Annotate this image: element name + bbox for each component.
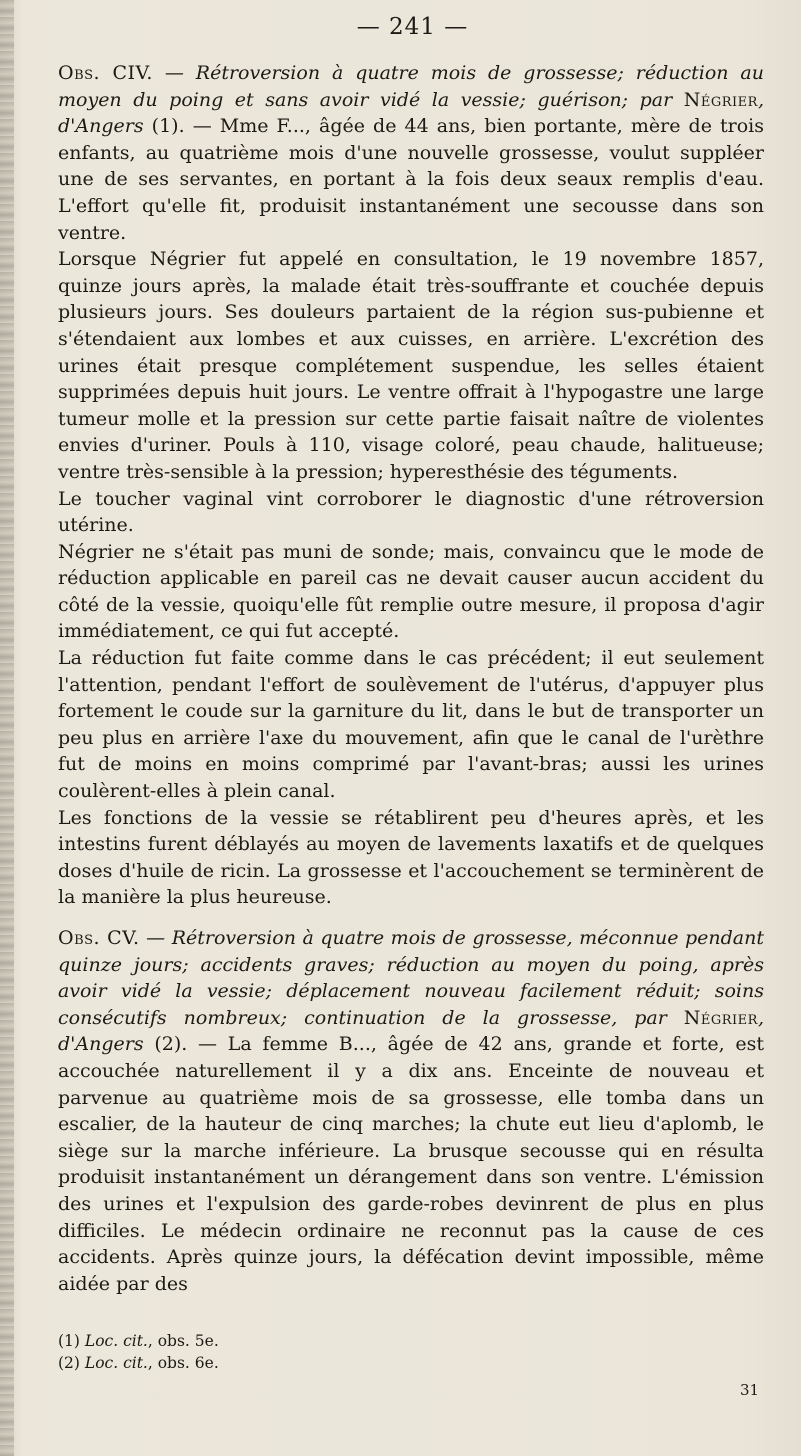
footnote-number: (2): [58, 1354, 80, 1372]
signature-mark: 31: [740, 1381, 760, 1399]
obs-label: Obs. CV.: [58, 927, 140, 949]
obs-author: Négrier: [683, 88, 758, 111]
footnote: [58, 1352, 764, 1374]
observation-civ: [58, 60, 764, 246]
paragraph: Lorsque Négrier fut appelé en consultation, le 19 novembre 1857, quinze jours après, la malade était très-souffrante et couchée depuis plusieurs jours. Ses douleurs partaient de la région sus-pubienne et s'étendaient aux lombes et aux cuisses, en arrière. L'excrétion des urines était presque complétement suspendue, les selles étaient supprimées depuis huit jours. Le ventre offrait à l'hypogastre une large tumeur molle et la pression sur cette partie faisait naître de violentes envies d'uriner. Pouls à 110, visage coloré, peau chaude, halitueuse; ventre très-sensible à la pression; hyperesthésie des téguments.: [58, 248, 764, 483]
footnote-source: Loc. cit.: [84, 1354, 148, 1372]
footnotes: [58, 1330, 764, 1374]
observation-cv: [58, 925, 764, 1297]
paragraph: Le toucher vaginal vint corroborer le diagnostic d'une rétroversion utérine.: [58, 487, 764, 537]
obs-label: Obs. CIV.: [58, 62, 153, 84]
footnote: [58, 1330, 764, 1352]
binding-edge: [0, 0, 14, 1456]
paragraph: La réduction fut faite comme dans le cas précédent; il eut seulement l'attention, pendant l'effort de soulèvement de l'utérus, d'appuyer plus fortement le coude sur la garniture du lit, dans le but de transporter un peu plus en arrière l'axe du mouvement, afin que le canal de l'urèthre fut de moins en moins comprimé par l'avant-bras; aussi les urines coulèrent-elles à plein canal.: [58, 647, 764, 803]
obs-ref: , d'Angers: [58, 1006, 764, 1056]
footnote-number: (1): [58, 1332, 80, 1350]
obs-author: Négrier: [683, 1006, 758, 1029]
paragraph: Les fonctions de la vessie se rétablirent peu d'heures après, et les intestins furent déblayés au moyen de lavements laxatifs et de quelques doses d'huile de ricin. La grossesse et l'accouchement se terminèrent de la manière la plus heureuse.: [58, 806, 764, 909]
footnote-text: , obs. 5e.: [147, 1332, 219, 1350]
paragraph: Négrier ne s'était pas muni de sonde; mais, convaincu que le mode de réduction applicable en pareil cas ne devait causer aucun accident du côté de la vessie, quoiqu'elle fût remplie outre mesure, il proposa d'agir immédiatement, ce qui fut accepté.: [58, 540, 764, 643]
obs-note-ref: (2).: [154, 1033, 188, 1056]
body-text: [58, 60, 764, 1297]
footnote-text: , obs. 6e.: [147, 1354, 219, 1372]
obs-note-ref: (1).: [151, 115, 185, 138]
obs-title: — Rétroversion à quatre mois de grossesse, méconnue pendant quinze jours; accidents graves; réduction au moyen du poing, après avoir vidé la vessie; déplacement nouveau facilement réduit; soins consécutifs nombreux; continuation de la grossesse, par: [58, 927, 765, 1029]
obs-text: — La femme B..., âgée de 42 ans, grande et forte, est accouchée naturellement il y a dix ans. Enceinte de nouveau et parvenue au quatrième mois de sa grossesse, elle tomba dans un escalier, de la hauteur de cinq marches; la chute eut lieu d'aplomb, le siège sur la marche inférieure. La brusque secousse qui en résulta produisit instantanément un dérangement dans son ventre. L'émission des urines et l'expulsion des garde-robes devinrent de plus en plus difficiles. Le médecin ordinaire ne reconnut pas la cause de ces accidents. Après quinze jours, la défécation devint impossible, même aidée par des: [58, 1033, 764, 1295]
page-header: [0, 14, 801, 40]
obs-text: — Mme F..., âgée de 44 ans, bien portante, mère de trois enfants, au quatrième mois d'une nouvelle grossesse, voulut suppléer une de ses servantes, en portant à la fois deux seaux remplis d'eau. L'effort qu'elle fit, produisit instantanément une secousse dans son ventre.: [58, 115, 764, 244]
obs-title: — Rétroversion à quatre mois de grossesse; réduction au moyen du poing et sans avoir vidé la vessie; guérison; par: [58, 62, 764, 111]
page-number: — 241 —: [356, 14, 469, 40]
obs-ref: , d'Angers: [58, 88, 764, 138]
footnote-source: Loc. cit.: [84, 1332, 148, 1350]
